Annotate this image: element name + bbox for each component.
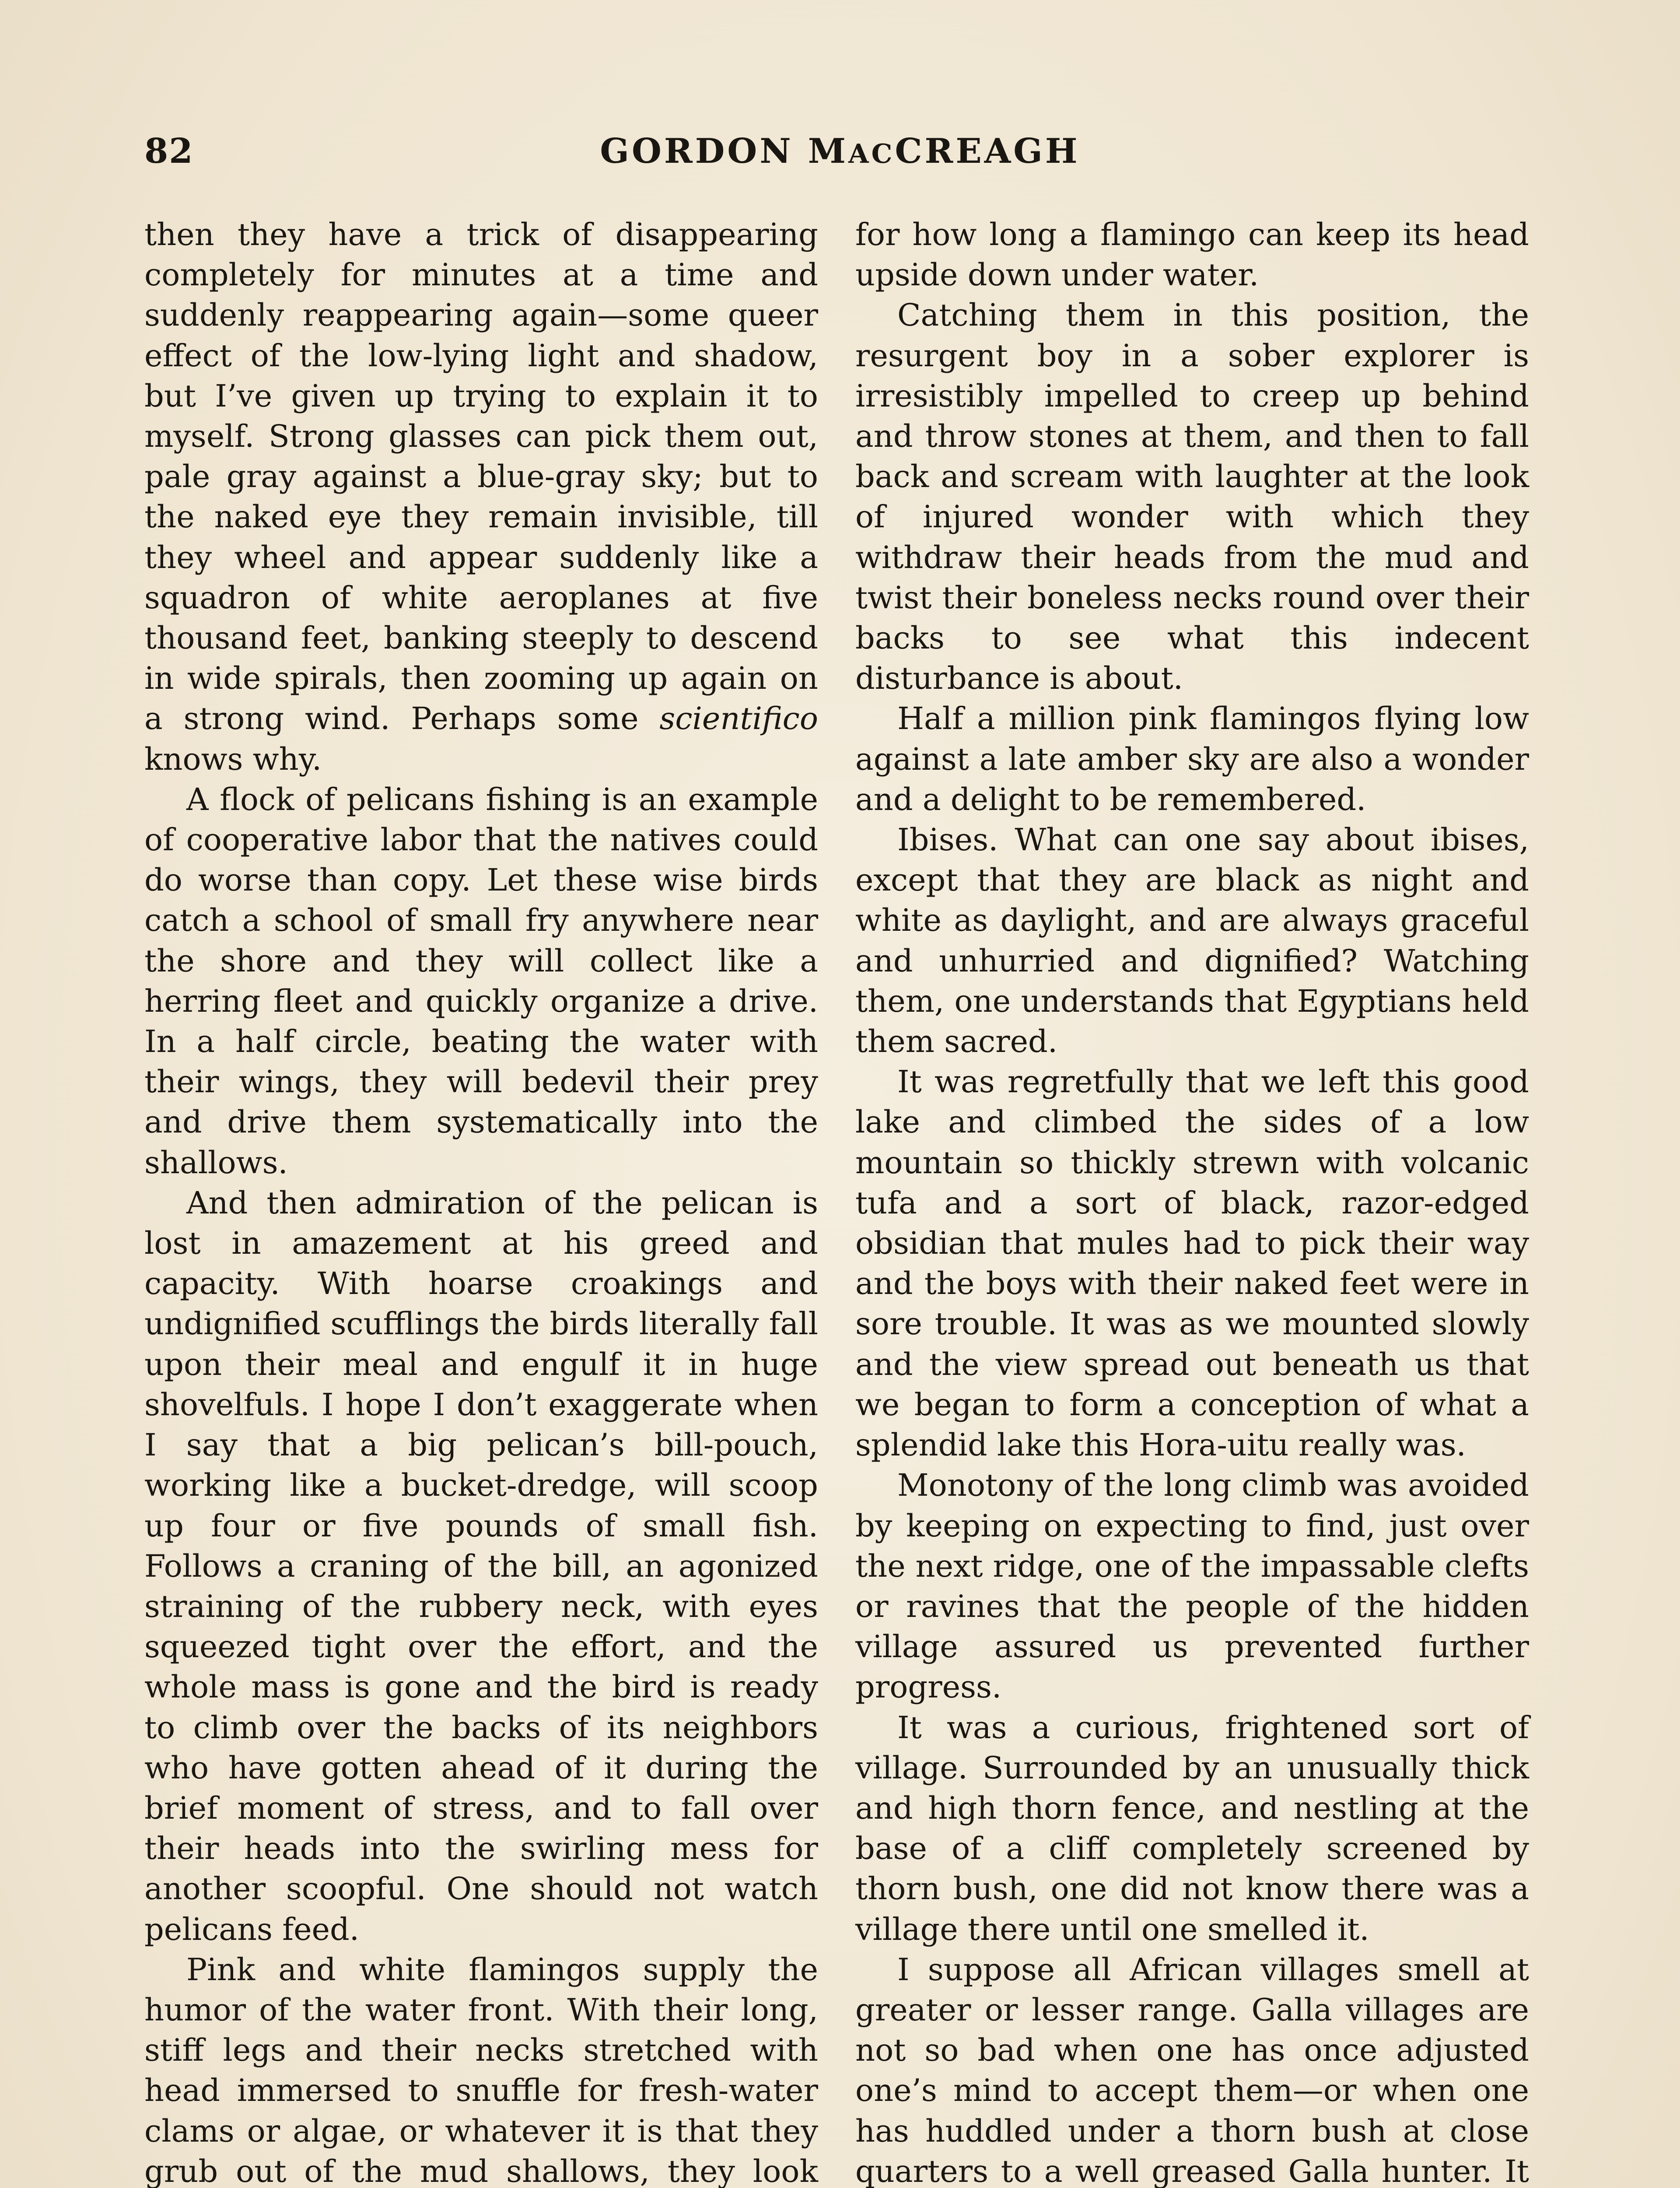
author-last-small: AC (848, 139, 895, 169)
italic-word: scientifico (659, 701, 818, 737)
page-header (144, 131, 1536, 179)
paragraph: Half a million pink flamingos flying low against a late amber sky are also a wonder and a delight to be remembered. (855, 701, 1529, 817)
paragraph: Ibises. What can one say about ibises, except that they are black as night and white as daylight, and are always graceful and unhurried and dignified? Watching them, one understands that Egyptians held them sacred. (855, 822, 1529, 1060)
paragraph: And then admiration of the pelican is lost in amazement at his greed and capacity. With hoarse croakings and undignified scufflings the birds literally fall upon their meal and engulf it in huge shovelfuls. I hope I don’t exaggerate when I say that a big pelican’s bill-pouch, working like a bucket-dredge, will scoop up four or five pounds of small fish. Follows a craning of the bill, an agonized straining of the rubbery neck, with eyes squeezed tight over the effort, and the whole mass is gone and the bird is ready to climb over the backs of its neighbors who have gotten ahead of it during the brief moment of stress, and to fall over their heads into the swirling mess for another scoopful. One should not watch pelicans feed. (144, 1185, 818, 1947)
author-first-name: GORDON (600, 131, 794, 171)
author-last-rest: CREAGH (895, 131, 1080, 171)
paragraph: Catching them in this position, the resurgent boy in a sober explorer is irresistibly impelled to creep up behind and throw stones at them, and then to fall back and scream with laughter at the look of injured wonder with which they withdraw their heads from the mud and twist their boneless necks round over their backs to see what this indecent disturbance is about. (855, 297, 1529, 697)
paragraph: Pink and white flamingos supply the humor of the water front. With their long, stiff legs and their necks stretched with head immersed to snuffle for fresh-water clams or algae, or whatever it is that they grub out of the mud shallows, they look (144, 1951, 818, 2188)
paragraph: for how long a flamingo can keep its head upside down under water. (855, 217, 1529, 293)
left-column (144, 214, 818, 2188)
paragraph: A flock of pelicans fishing is an example of cooperative labor that the natives could do worse than copy. Let these wise birds catch a school of small fry anywhere near the shore and they will collect like a herring fleet and quickly organize a drive. In a half circle, beating the water with their wings, they will bedevil their prey and drive them systematically into the shallows. (144, 781, 818, 1181)
paragraph: then they have a trick of disappearing completely for minutes at a time and suddenly reappearing again—some queer effect of the low-lying light and shadow, but I’ve given up trying to explain it to myself. Strong glasses can pick them out, pale gray against a blue-gray sky; but to the naked eye they remain invisible, till they wheel and appear suddenly like a squadron of white aeroplanes at five thousand feet, banking steeply to descend in wide spirals, then zooming up again on a strong wind. Perhaps some scientifico knows why. (144, 217, 818, 777)
page-number: 82 (144, 131, 194, 171)
paragraph: It was a curious, frightened sort of village. Surrounded by an unusually thick and high thorn fence, and nestling at the base of a cliff completely screened by thorn bush, one did not know there was a village there until one smelled it. (855, 1709, 1529, 1947)
author-last-prefix: M (808, 131, 849, 171)
paragraph: I suppose all African villages smell at greater or lesser range. Galla villages are not so bad when one has once adjusted one’s mind to accept them—or when one has huddled under a thorn bush at close quarters to a well greased Galla hunter. It (855, 1951, 1529, 2188)
paragraph: Monotony of the long climb was avoided by keeping on expecting to find, just over the next ridge, one of the impassable clefts or ravines that the people of the hidden village assured us prevented further progress. (855, 1467, 1529, 1705)
paragraph: It was regretfully that we left this good lake and climbed the sides of a low mountain so thickly strewn with volcanic tufa and a sort of black, razor-edged obsidian that mules had to pick their way and the boys with their naked feet were in sore trouble. It was as we mounted slowly and the view spread out beneath us that we began to form a conception of what a splendid lake this Hora-uitu really was. (855, 1064, 1529, 1463)
running-head (144, 131, 1536, 171)
right-column (855, 214, 1529, 2188)
